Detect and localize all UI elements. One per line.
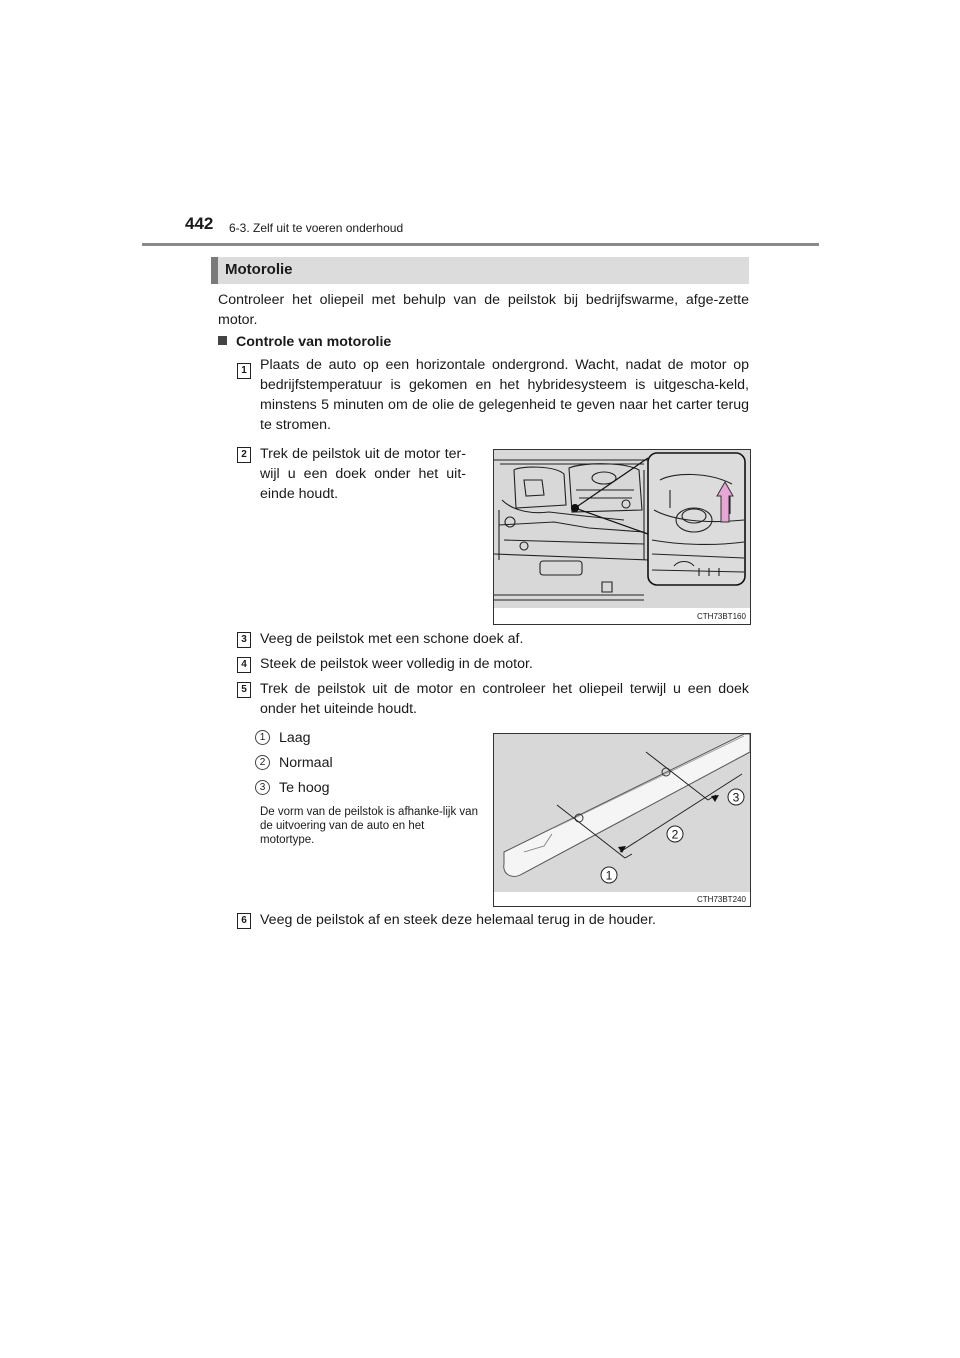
legend-number-2: 2 [255,755,270,770]
step-number-3: 3 [237,632,251,648]
subheading-text: Controle van motorolie [236,334,392,350]
engine-illustration [494,450,750,624]
step-text-5: Trek de peilstok uit de motor en controleer het oliepeil terwijl u een doek onder het uiteinde houdt. [260,681,749,717]
step-text-6: Veeg de peilstok af en steek deze helemaal terug in de houder. [260,912,656,928]
step-text-4: Steek de peilstok weer volledig in de motor. [260,656,533,672]
step-number-5: 5 [237,682,251,698]
step-number-4: 4 [237,657,251,673]
step-text-3: Veeg de peilstok met een schone doek af. [260,631,524,647]
dipstick-illustration [494,734,750,906]
square-bullet-icon [218,336,227,345]
section-title: Motorolie [225,261,293,278]
page-number: 442 [185,214,214,233]
callout-2: 2 [671,827,679,842]
section-heading [211,257,749,284]
legend-number-3: 3 [255,780,270,795]
legend-label-too-high: Te hoog [279,780,330,796]
legend-label-low: Laag [279,730,311,746]
note-text: De vorm van de peilstok is afhanke-lijk van de uitvoering van de auto en het motortype. [260,806,478,846]
dipstick-figure-code: CTH73BT240 [697,895,746,904]
legend-number-1: 1 [255,730,270,745]
dipstick-figure [493,733,751,907]
step-text-1: Plaats de auto op een horizontale ondergrond. Wacht, nadat de motor op bedrijfstemperatuur is gekomen en het hybridesysteem is uitgescha-keld, minstens 5 minuten om de olie de gelegenheid te geven naar het carter terug te stromen. [260,357,749,433]
step-number-6: 6 [237,913,251,929]
section-heading-bar [211,257,218,284]
chapter-title: 6-3. Zelf uit te voeren onderhoud [229,221,404,235]
step-text-2: Trek de peilstok uit de motor ter-wijl u een doek onder het uit-einde houdt. [260,446,466,502]
engine-figure-code: CTH73BT160 [697,612,746,621]
subheading [218,334,391,350]
legend-label-normal: Normaal [279,755,333,771]
header-rule [142,243,819,246]
callout-1: 1 [605,868,613,883]
callout-3: 3 [732,790,740,805]
step-number-2: 2 [237,447,251,463]
intro-paragraph: Controleer het oliepeil met behulp van de peilstok bij bedrijfswarme, afge-zette motor. [218,292,749,328]
step-number-1: 1 [237,363,251,379]
engine-figure [493,449,751,625]
